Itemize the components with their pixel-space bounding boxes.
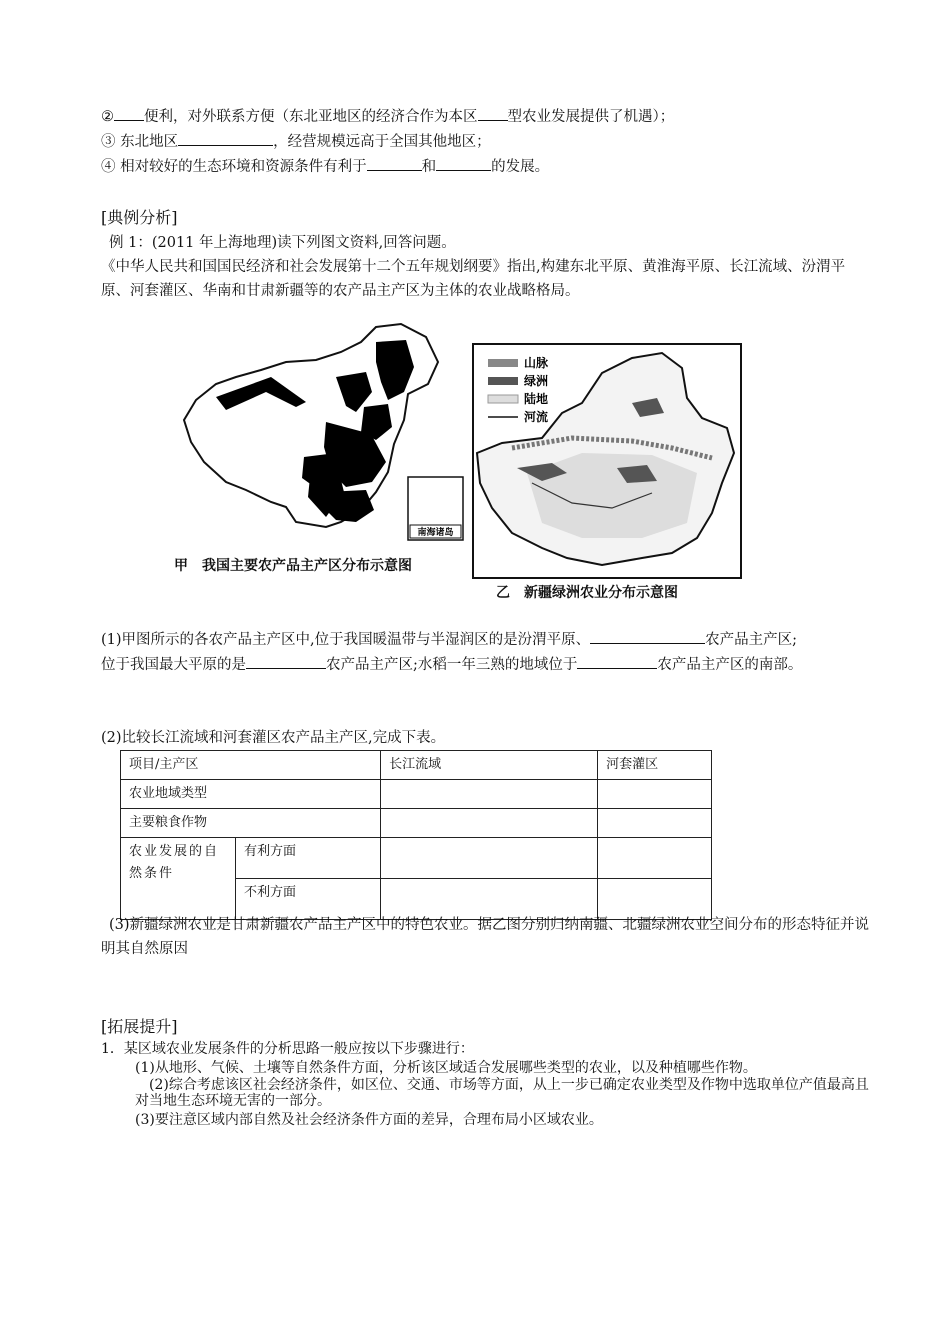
legend-oasis-swatch: [488, 377, 518, 385]
legend-mountain: 山脉: [524, 356, 549, 370]
item4-text-end: 的发展。: [491, 159, 550, 175]
extension-step-1: (1)从地形、气候、土壤等自然条件方面，分析该区域适合发展哪些类型的农业，以及种植哪些作物。: [135, 1060, 757, 1076]
table-row: [121, 838, 712, 879]
blank[interactable]: [178, 131, 273, 146]
q1-text-b: 农产品主产区;: [705, 632, 798, 648]
blank[interactable]: [478, 106, 508, 121]
q1-text-e: 农产品主产区的南部。: [657, 657, 803, 673]
item3-text: ③ 东北地区: [101, 134, 179, 150]
item2-text: 便利，对外联系方便（东北亚地区的经济合作为本区: [144, 109, 478, 125]
xinjiang-map-figure: [472, 343, 742, 579]
legend-mountain-swatch: [488, 359, 518, 367]
question-3: (3)新疆绿洲农业是甘肃新疆农产品主产区中的特色农业。据乙图分别归纳南疆、北疆绿洲农业空间分布的形态特征并说明其自然原因: [101, 917, 870, 957]
answer-cell[interactable]: [598, 838, 712, 879]
china-map-figure: [176, 322, 466, 544]
map1-caption: 甲 我国主要农产品主产区分布示意图: [174, 558, 412, 574]
question-2: (2)比较长江流域和河套灌区农产品主产区,完成下表。: [101, 730, 446, 746]
table-row: [121, 780, 712, 809]
answer-cell[interactable]: [598, 809, 712, 838]
table-header-cell: 河套灌区: [598, 751, 712, 780]
example-line: 例 1：(2011 年上海地理)读下列图文资料,回答问题。: [109, 235, 456, 251]
inset-label: 南海诸岛: [417, 528, 454, 538]
blank[interactable]: [436, 156, 491, 171]
answer-cell[interactable]: [381, 809, 598, 838]
section-heading-extension: [拓展提升]: [101, 1017, 178, 1036]
legend-oasis: 绿洲: [524, 374, 549, 388]
item3-text-end: ，经营规模远高于全国其他地区；: [273, 134, 491, 150]
table-cell: 有利方面: [236, 838, 381, 879]
answer-cell[interactable]: [381, 838, 598, 879]
item4-text: ④ 相对较好的生态环境和资源条件有利于: [101, 159, 367, 175]
legend-river: 河流: [524, 410, 549, 424]
table-cell: 不利方面: [236, 879, 381, 920]
question-1: [101, 628, 871, 678]
item-2: [101, 106, 674, 127]
item2-number: ②: [101, 109, 114, 125]
item2-text-end: 型农业发展提供了机遇）；: [507, 109, 675, 125]
comparison-table: [120, 750, 712, 920]
item-3: [101, 131, 491, 152]
table-cell: 农业发展的自然条件: [121, 838, 236, 920]
blank[interactable]: [114, 106, 144, 121]
example-intro: 《中华人民共和国国民经济和社会发展第十二个五年规划纲要》指出,构建东北平原、黄淮海平原、长江流域、汾渭平原、河套灌区、华南和甘肃新疆等的农产品主产区为主体的农业战略格局。: [101, 259, 846, 299]
blank[interactable]: [577, 654, 657, 669]
extension-step-3: (3)要注意区域内部自然及社会经济条件方面的差异，合理布局小区域农业。: [135, 1112, 603, 1128]
item4-and: 和: [421, 159, 437, 175]
extension-point-1: 1．某区域农业发展条件的分析思路一般应按以下步骤进行：: [101, 1041, 474, 1057]
table-row: [121, 809, 712, 838]
table-cell: 农业地域类型: [121, 780, 381, 809]
q1-text-c: 位于我国最大平原的是: [101, 657, 246, 673]
table-cell: 主要粮食作物: [121, 809, 381, 838]
map2-caption: 乙 新疆绿洲农业分布示意图: [496, 585, 678, 601]
blank[interactable]: [367, 156, 422, 171]
blank[interactable]: [246, 654, 326, 669]
q1-text-d: 农产品主产区;水稻一年三熟的地域位于: [326, 657, 578, 673]
answer-cell[interactable]: [598, 780, 712, 809]
blank[interactable]: [590, 629, 705, 644]
item-4: [101, 156, 549, 177]
legend-land: 陆地: [524, 392, 549, 406]
table-header-cell: 长江流域: [381, 751, 598, 780]
section-heading-examples: [典例分析]: [101, 208, 178, 227]
table-header-cell: 项目/主产区: [121, 751, 381, 780]
q1-text-a: (1)甲图所示的各农产品主产区中,位于我国暖温带与半湿润区的是汾渭平原、: [101, 632, 591, 648]
table-row: [121, 751, 712, 780]
legend-land-swatch: [488, 395, 518, 403]
extension-step-2: (2)综合考虑该区社会经济条件，如区位、交通、市场等方面，从上一步已确定农业类型及作物中选取单位产值最高且对当地生态环境无害的一部分。: [135, 1077, 869, 1109]
answer-cell[interactable]: [381, 780, 598, 809]
